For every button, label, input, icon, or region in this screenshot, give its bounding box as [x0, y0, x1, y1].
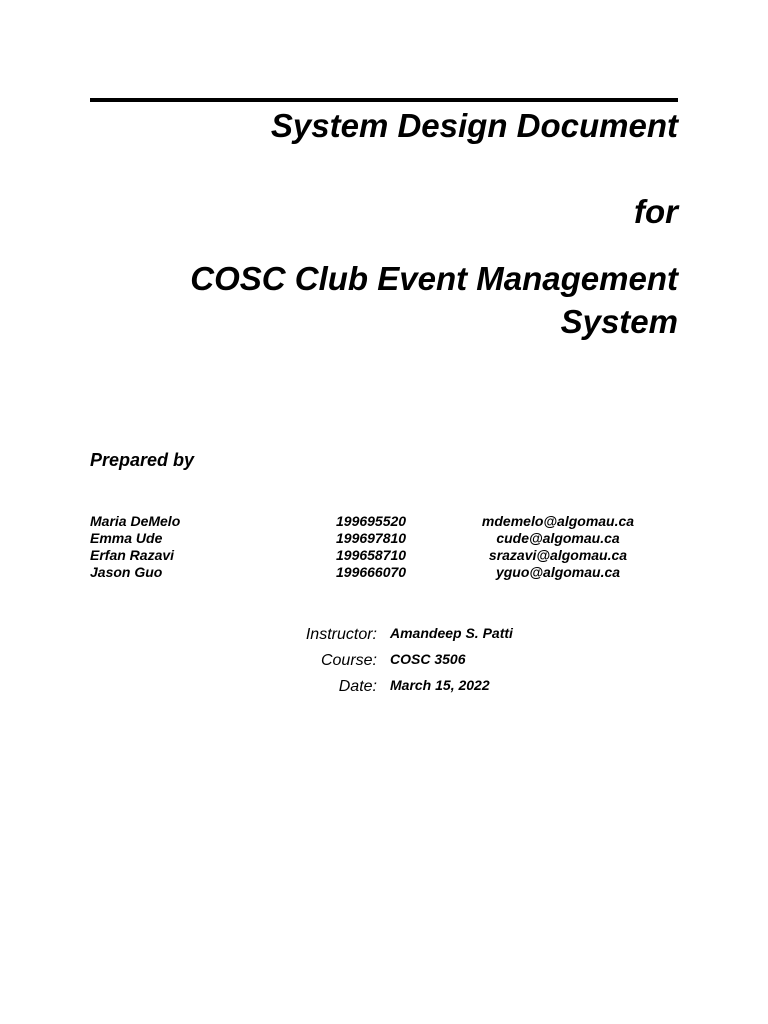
date-row [200, 677, 600, 703]
author-row [90, 530, 690, 547]
date-label: Date: [338, 678, 377, 695]
author-id: 199666070 [336, 564, 407, 580]
author-list [90, 513, 690, 581]
author-name: Emma Ude [90, 530, 163, 546]
author-row [90, 547, 690, 564]
instructor-label: Instructor: [305, 626, 377, 643]
author-email: mdemelo@algomau.ca [481, 513, 635, 529]
instructor-row [200, 625, 600, 651]
author-id: 199695520 [336, 513, 407, 529]
instructor-value: Amandeep S. Patti [390, 625, 513, 641]
course-row [200, 651, 600, 677]
document-title: System Design Document [270, 107, 678, 144]
system-title-line-1: COSC Club Event Management [190, 260, 678, 297]
date-value: March 15, 2022 [390, 677, 490, 693]
system-title-line-2: System [560, 303, 678, 340]
course-value: COSC 3506 [390, 651, 466, 667]
title-rule [90, 98, 678, 102]
author-row [90, 513, 690, 530]
title-for: for [634, 193, 678, 230]
author-email: srazavi@algomau.ca [488, 547, 628, 563]
system-title [90, 257, 678, 343]
author-name: Erfan Razavi [90, 547, 175, 563]
prepared-by-heading: Prepared by [90, 450, 195, 470]
course-label: Course: [320, 652, 377, 669]
document-meta [200, 625, 600, 703]
author-name: Maria DeMelo [90, 513, 181, 529]
author-id: 199658710 [336, 547, 407, 563]
author-name: Jason Guo [90, 564, 163, 580]
author-email: yguo@algomau.ca [495, 564, 621, 580]
author-email: cude@algomau.ca [496, 530, 620, 546]
author-row [90, 564, 690, 581]
author-id: 199697810 [336, 530, 407, 546]
